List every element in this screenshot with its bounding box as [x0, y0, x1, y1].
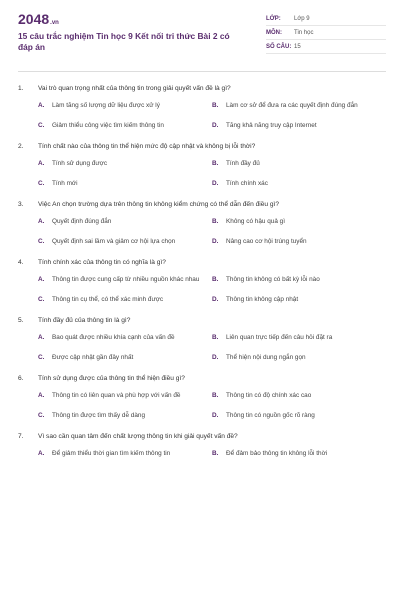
question-body: Tính sử dụng được của thông tin thể hiện điều gì?	[38, 375, 185, 382]
info-value: 15	[294, 43, 301, 50]
answer-letter: C.	[38, 237, 45, 245]
answer-text: Làm cơ sở để đưa ra các quyết định đúng đắn	[226, 101, 358, 109]
answer-text: Quyết định sai lầm và giảm cơ hội lựa chọn	[52, 237, 176, 245]
answer-grid	[38, 156, 386, 192]
answer-text: Tính sử dụng được	[52, 159, 108, 167]
answer-text: Thể hiện nội dung ngắn gọn	[226, 353, 306, 361]
answer-letter: A.	[38, 159, 45, 167]
question-body: Vai trò quan trọng nhất của thông tin trong giải quyết vấn đề là gì?	[38, 85, 231, 92]
answer-option-b[interactable]	[212, 98, 386, 114]
answer-letter: B.	[212, 101, 219, 109]
answer-option-b[interactable]	[212, 388, 386, 404]
answer-letter: A.	[38, 333, 45, 341]
question-text	[18, 84, 386, 93]
answer-option-d[interactable]	[212, 118, 386, 134]
answer-letter: B.	[212, 391, 219, 399]
answer-letter: B.	[212, 333, 219, 341]
info-value: Lớp 9	[294, 15, 310, 22]
info-row-count	[266, 40, 386, 54]
answer-text: Thông tin có nguồn gốc rõ ràng	[226, 411, 315, 419]
answer-grid	[38, 388, 386, 424]
info-row-subject	[266, 26, 386, 40]
answer-letter: A.	[38, 101, 45, 109]
answer-option-d[interactable]	[212, 234, 386, 250]
question-body: Tính chất nào của thông tin thể hiện mức độ cập nhật và không bị lỗi thời?	[38, 143, 256, 150]
answer-option-a[interactable]	[38, 272, 212, 288]
answer-letter: C.	[38, 411, 45, 419]
answer-option-a[interactable]	[38, 214, 212, 230]
answer-option-b[interactable]	[212, 156, 386, 172]
question-number: 7.	[18, 433, 24, 440]
answer-letter: B.	[212, 449, 219, 457]
answer-text: Để giảm thiểu thời gian tìm kiếm thông tin	[52, 449, 171, 457]
answer-text: Thông tin không cập nhật	[226, 295, 299, 303]
answer-text: Làm tăng số lượng dữ liệu được xử lý	[52, 101, 160, 109]
document-title: 15 câu trắc nghiệm Tin học 9 Kết nối tri thức Bài 2 có đáp án	[18, 31, 230, 52]
answer-letter: C.	[38, 121, 45, 129]
answer-text: Quyết định đúng đắn	[52, 217, 112, 225]
answer-letter: D.	[212, 411, 219, 419]
question-body: Vì sao cần quan tâm đến chất lượng thông tin khi giải quyết vấn đề?	[38, 433, 238, 440]
question-text	[18, 316, 386, 325]
answer-option-c[interactable]	[38, 350, 212, 366]
answer-text: Tính đầy đủ	[226, 159, 260, 167]
answer-option-b[interactable]	[212, 272, 386, 288]
question-text	[18, 200, 386, 209]
question-body: Việc An chọn trường dựa trên thông tin không kiểm chứng có thể dẫn đến điều gì?	[38, 201, 280, 208]
answer-letter: D.	[212, 237, 219, 245]
answer-text: Nâng cao cơ hội trúng tuyển	[226, 237, 307, 245]
answer-option-b[interactable]	[212, 446, 386, 462]
answer-text: Tăng khả năng truy cập Internet	[226, 121, 317, 129]
answer-option-a[interactable]	[38, 156, 212, 172]
logo-text: 2048	[18, 11, 50, 27]
answer-option-d[interactable]	[212, 350, 386, 366]
answer-grid	[38, 330, 386, 366]
answer-text: Thông tin cụ thể, có thể xác minh được	[52, 295, 164, 303]
answer-letter: C.	[38, 353, 45, 361]
question-5	[18, 316, 386, 366]
site-logo[interactable]	[18, 11, 246, 27]
answer-grid	[38, 98, 386, 134]
question-text	[18, 374, 386, 383]
answer-text: Không có hậu quả gì	[226, 217, 285, 225]
answer-text: Tính mới	[52, 179, 78, 187]
question-number: 2.	[18, 143, 24, 150]
info-label: SỐ CÂU:	[266, 43, 292, 50]
answer-letter: A.	[38, 217, 45, 225]
info-row-class	[266, 12, 386, 26]
answer-text: Được cập nhật gần đây nhất	[52, 353, 134, 361]
answer-text: Thông tin được cung cấp từ nhiều nguồn khác nhau	[52, 275, 200, 283]
question-1	[18, 84, 386, 134]
answer-option-c[interactable]	[38, 234, 212, 250]
answer-letter: A.	[38, 391, 45, 399]
question-2	[18, 142, 386, 192]
answer-option-c[interactable]	[38, 176, 212, 192]
answer-letter: B.	[212, 159, 219, 167]
question-text	[18, 142, 386, 151]
question-body: Tính đầy đủ của thông tin là gì?	[38, 317, 131, 324]
answer-option-a[interactable]	[38, 330, 212, 346]
question-6	[18, 374, 386, 424]
answer-letter: A.	[38, 275, 45, 283]
question-3	[18, 200, 386, 250]
answer-text: Thông tin có liên quan và phù hợp với vấn đề	[52, 391, 181, 399]
worksheet-header	[18, 10, 386, 72]
answer-text: Để đảm bảo thông tin không lỗi thời	[226, 449, 328, 457]
question-4	[18, 258, 386, 308]
question-text	[18, 258, 386, 267]
question-number: 1.	[18, 85, 24, 92]
answer-text: Bao quát được nhiều khía cạnh của vấn đề	[52, 333, 175, 341]
answer-option-d[interactable]	[212, 176, 386, 192]
question-number: 4.	[18, 259, 24, 266]
question-number: 6.	[18, 375, 24, 382]
answer-grid	[38, 214, 386, 250]
answer-letter: B.	[212, 217, 219, 225]
answer-text: Thông tin không có bất kỳ lỗi nào	[226, 275, 320, 283]
answer-letter: D.	[212, 353, 219, 361]
info-table	[266, 10, 386, 71]
answer-letter: D.	[212, 121, 219, 129]
info-value: Tin học	[294, 29, 314, 36]
answer-grid	[38, 272, 386, 308]
header-left	[18, 10, 246, 71]
answer-letter: B.	[212, 275, 219, 283]
answer-option-a[interactable]	[38, 98, 212, 114]
answer-grid	[38, 446, 386, 462]
answer-option-c[interactable]	[38, 118, 212, 134]
question-number: 5.	[18, 317, 24, 324]
logo-suffix: .vn	[50, 20, 59, 26]
answer-option-c[interactable]	[38, 292, 212, 308]
answer-text: Thông tin được tìm thấy dễ dàng	[52, 411, 146, 419]
answer-option-c[interactable]	[38, 408, 212, 424]
answer-letter: C.	[38, 179, 45, 187]
answer-text: Thông tin có độ chính xác cao	[226, 391, 312, 399]
question-text	[18, 432, 386, 441]
question-number: 3.	[18, 201, 24, 208]
answer-option-a[interactable]	[38, 446, 212, 462]
answer-letter: D.	[212, 179, 219, 187]
answer-option-d[interactable]	[212, 408, 386, 424]
answer-letter: C.	[38, 295, 45, 303]
answer-option-b[interactable]	[212, 214, 386, 230]
answer-letter: A.	[38, 449, 45, 457]
info-label: MÔN:	[266, 29, 282, 36]
answer-text: Tính chính xác	[226, 179, 268, 187]
answer-option-a[interactable]	[38, 388, 212, 404]
answer-text: Liên quan trực tiếp đến câu hỏi đặt ra	[226, 333, 333, 341]
info-label: LỚP:	[266, 15, 281, 22]
answer-option-b[interactable]	[212, 330, 386, 346]
answer-letter: D.	[212, 295, 219, 303]
answer-text: Giảm thiểu công việc tìm kiếm thông tin	[52, 121, 164, 129]
answer-option-d[interactable]	[212, 292, 386, 308]
question-7	[18, 432, 386, 462]
question-body: Tính chính xác của thông tin có nghĩa là gì?	[38, 259, 166, 266]
question-list	[18, 84, 386, 462]
